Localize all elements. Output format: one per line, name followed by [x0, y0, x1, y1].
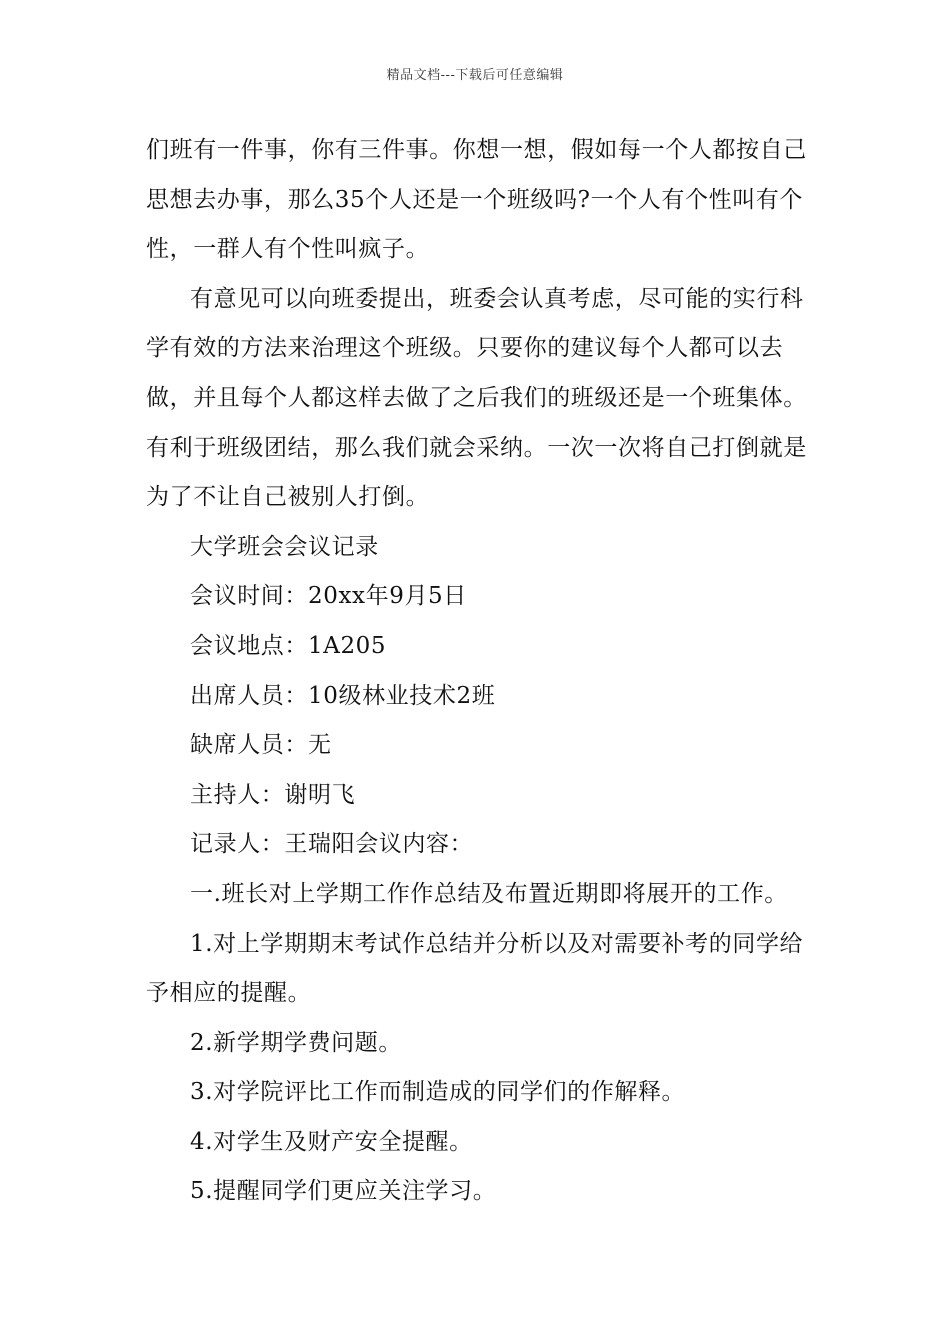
paragraph-continuation: 们班有一件事，你有三件事。你想一想，假如每一个人都按自己思想去办事，那么35个人还是一个班级吗?一个人有个性叫有个性，一群人有个性叫疯子。	[146, 137, 807, 263]
attendees: 出席人员：10级林业技术2班	[190, 682, 496, 709]
document-body	[146, 126, 808, 1217]
paragraph-suggestions: 有意见可以向班委提出，班委会认真考虑，尽可能的实行科学有效的方法来治理这个班级。只要你的建议每个人都可以去做，并且每个人都这样去做了之后我们的班级还是一个班集体。有利于班级团结，那么我们就会采纳。一次一次将自己打倒就是为了不让自己被别人打倒。	[146, 285, 807, 511]
meeting-time: 会议时间：20xx年9月5日	[190, 583, 467, 610]
recorder: 记录人：王瑞阳会议内容：	[190, 831, 474, 858]
agenda-item: 1.对上学期期末考试作总结并分析以及对需要补考的同学给予相应的提醒。	[146, 930, 804, 1007]
agenda-item: 2.新学期学费问题。	[190, 1029, 402, 1056]
meeting-location: 会议地点：1A205	[190, 632, 387, 659]
agenda-heading: 一.班长对上学期工作作总结及布置近期即将展开的工作。	[190, 880, 788, 907]
section-title: 大学班会会议记录	[190, 533, 379, 560]
absentees: 缺席人员：无	[190, 732, 332, 759]
agenda-item: 3.对学院评比工作而制造成的同学们的作解释。	[190, 1079, 686, 1106]
agenda-item: 5.提醒同学们更应关注学习。	[190, 1178, 497, 1205]
agenda-item: 4.对学生及财产安全提醒。	[190, 1128, 473, 1155]
host: 主持人：谢明飞	[190, 781, 356, 808]
page-header: 精品文档---下载后可任意编辑	[386, 68, 564, 83]
